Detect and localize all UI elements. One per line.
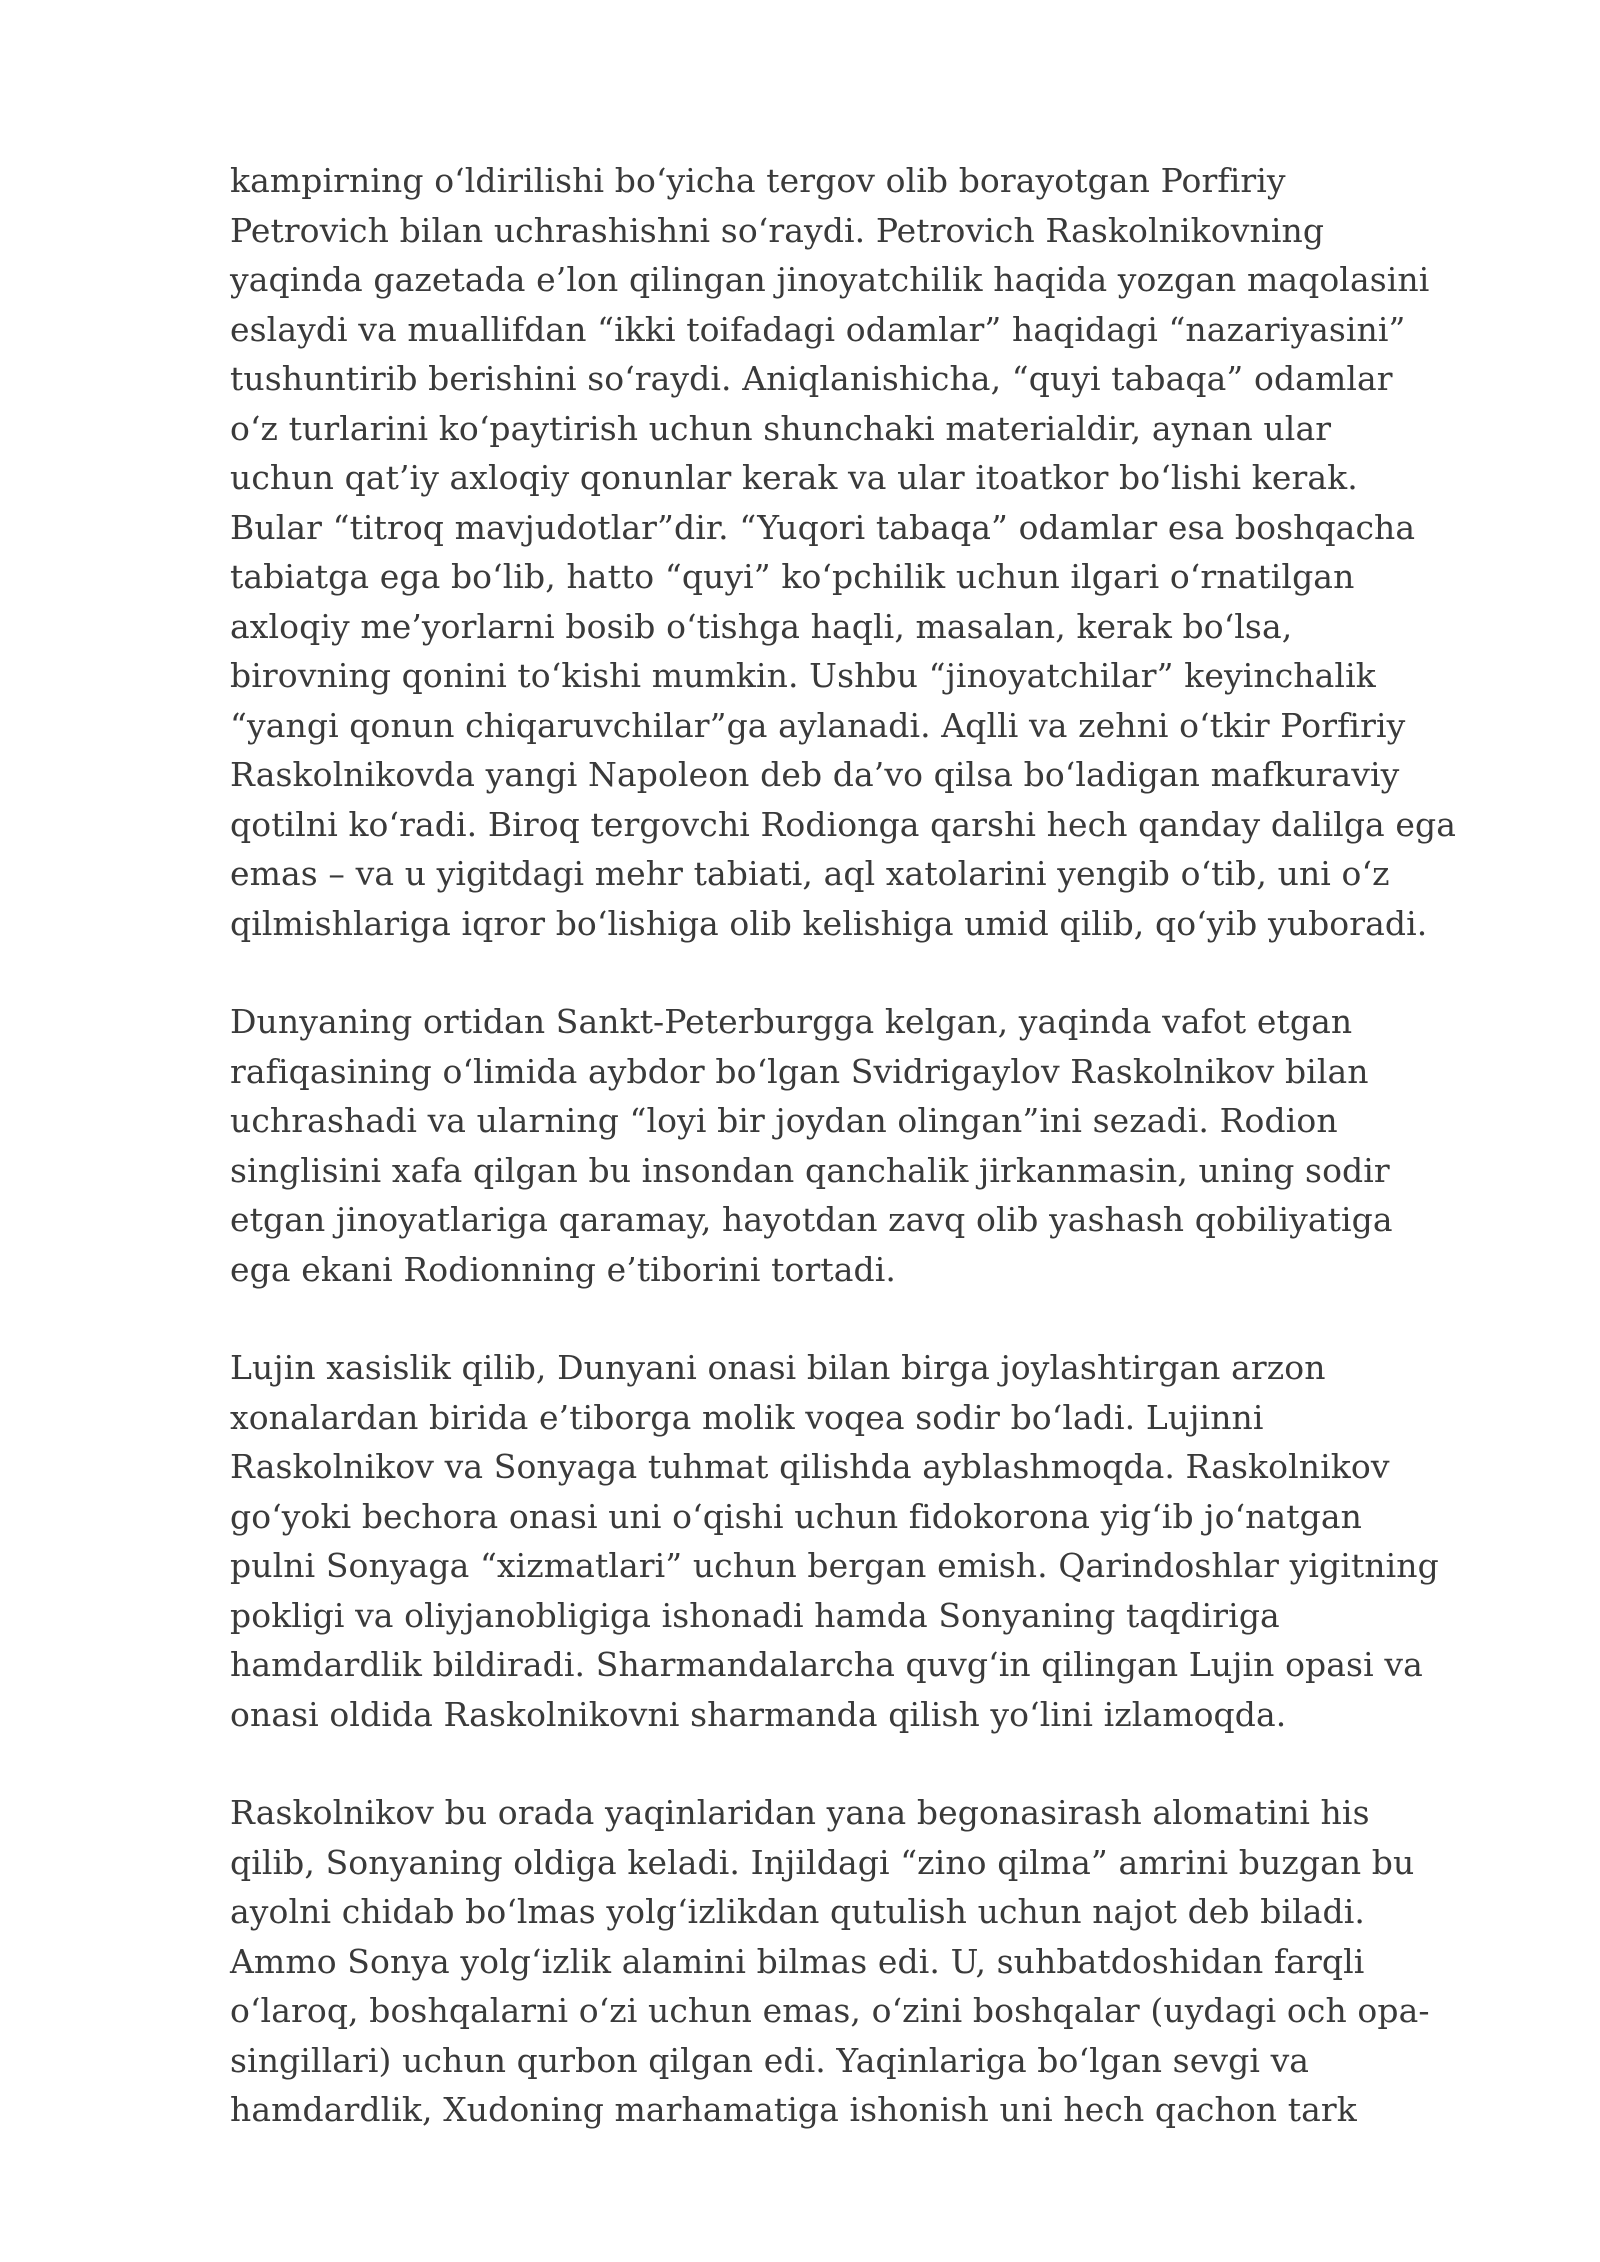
text-line: o‘laroq, boshqalarni o‘zi uchun emas, o‘zini boshqalar (uydagi och opa- <box>230 1991 1430 2030</box>
text-line: kampirning o‘ldirilishi bo‘yicha tergov olib borayotgan Porfiriy <box>230 161 1286 200</box>
text-line: uchun qat’iy axloqiy qonunlar kerak va ular itoatkor bo‘lishi kerak. <box>230 458 1358 497</box>
text-line: Raskolnikov va Sonyaga tuhmat qilishda ayblashmoqda. Raskolnikov <box>230 1447 1390 1486</box>
text-line: Petrovich bilan uchrashishni so‘raydi. Petrovich Raskolnikovning <box>230 210 1325 250</box>
text-line: yaqinda gazetada e’lon qilingan jinoyatchilik haqida yozgan maqolasini <box>230 260 1430 299</box>
text-line: axloqiy me’yorlarni bosib o‘tishga haqli, masalan, kerak bo‘lsa, <box>230 606 1293 646</box>
text-line: pokligi va oliyjanobligiga ishonadi hamda Sonyaning taqdiriga <box>230 1595 1280 1635</box>
document-body <box>230 156 1530 2184</box>
text-line: tabiatga ega bo‘lib, hatto “quyi” ko‘pchilik uchun ilgari o‘rnatilgan <box>230 557 1355 596</box>
text-line: o‘z turlarini ko‘paytirish uchun shunchaki materialdir, aynan ular <box>230 408 1332 448</box>
text-line: xonalardan birida e’tiborga molik voqea sodir bo‘ladi. Lujinni <box>230 1397 1264 1437</box>
text-line: Raskolnikov bu orada yaqinlaridan yana begonasirash alomatini his <box>230 1793 1370 1832</box>
text-line: pulni Sonyaga “xizmatlari” uchun bergan emish. Qarindoshlar yigitning <box>230 1546 1439 1585</box>
text-line: qilmishlariga iqror bo‘lishiga olib kelishiga umid qilib, qo‘yib yuboradi. <box>230 903 1428 943</box>
text-line: qotilni ko‘radi. Biroq tergovchi Rodionga qarshi hech qanday dalilga ega <box>230 804 1457 844</box>
text-line: tushuntirib berishini so‘raydi. Aniqlanishicha, “quyi tabaqa” odamlar <box>230 359 1393 398</box>
text-line: Dunyaning ortidan Sankt-Peterburgga kelgan, yaqinda vafot etgan <box>230 1002 1353 1041</box>
text-line: singlisini xafa qilgan bu insondan qanchalik jirkanmasin, uning sodir <box>230 1150 1390 1190</box>
text-line: hamdardlik bildiradi. Sharmandalarcha quvg‘in qilingan Lujin opasi va <box>230 1645 1423 1684</box>
text-line: go‘yoki bechora onasi uni o‘qishi uchun fidokorona yig‘ib jo‘natgan <box>230 1496 1363 1536</box>
text-line: Ammo Sonya yolg‘izlik alamini bilmas edi. U, suhbatdoshidan farqli <box>230 1941 1365 1981</box>
text-line: ayolni chidab bo‘lmas yolg‘izlikdan qutulish uchun najot deb biladi. <box>230 1892 1366 1931</box>
paragraph-1 <box>230 156 1530 948</box>
text-line: uchrashadi va ularning “loyi bir joydan olingan”ini sezadi. Rodion <box>230 1101 1338 1140</box>
paragraph-4 <box>230 1788 1530 2135</box>
text-line: Lujin xasislik qilib, Dunyani onasi bilan birga joylashtirgan arzon <box>230 1348 1326 1387</box>
text-line: eslaydi va muallifdan “ikki toifadagi odamlar” haqidagi “nazariyasini” <box>230 309 1406 349</box>
paragraph-2 <box>230 997 1530 1294</box>
text-line: onasi oldida Raskolnikovni sharmanda qilish yo‘lini izlamoqda. <box>230 1694 1287 1734</box>
text-line: birovning qonini to‘kishi mumkin. Ushbu “jinoyatchilar” keyinchalik <box>230 656 1376 695</box>
text-line: Raskolnikovda yangi Napoleon deb da’vo qilsa bo‘ladigan mafkuraviy <box>230 755 1400 794</box>
text-line: etgan jinoyatlariga qaramay, hayotdan zavq olib yashash qobiliyatiga <box>230 1200 1393 1239</box>
text-line: emas – va u yigitdagi mehr tabiati, aql xatolarini yengib o‘tib, uni o‘z <box>230 854 1390 893</box>
text-line: ega ekani Rodionning e’tiborini tortadi. <box>230 1249 896 1289</box>
text-line: singillari) uchun qurbon qilgan edi. Yaqinlariga bo‘lgan sevgi va <box>230 2040 1310 2080</box>
text-line: rafiqasining o‘limida aybdor bo‘lgan Svidrigaylov Raskolnikov bilan <box>230 1051 1369 1091</box>
text-line: qilib, Sonyaning oldiga keladi. Injildagi “zino qilma” amrini buzgan bu <box>230 1842 1415 1882</box>
paragraph-3 <box>230 1343 1530 1739</box>
text-line: hamdardlik, Xudoning marhamatiga ishonish uni hech qachon tark <box>230 2090 1357 2129</box>
text-line: “yangi qonun chiqaruvchilar”ga aylanadi. Aqlli va zehni o‘tkir Porfiriy <box>230 705 1406 745</box>
text-line: Bular “titroq mavjudotlar”dir. “Yuqori tabaqa” odamlar esa boshqacha <box>230 507 1416 547</box>
